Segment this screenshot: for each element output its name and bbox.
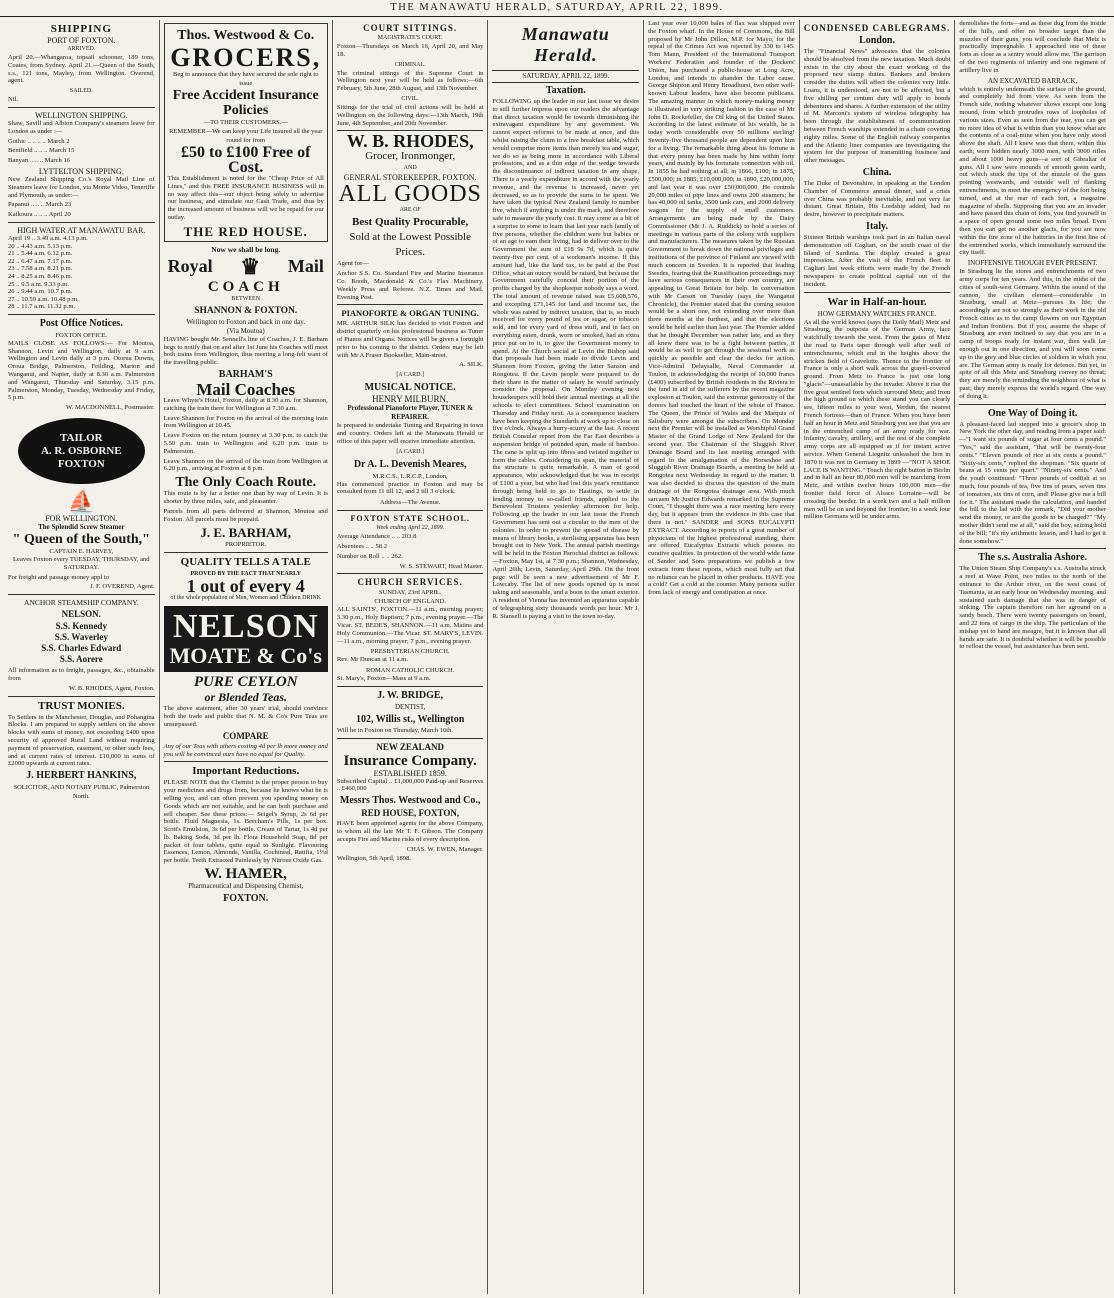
westwood-advert — [164, 23, 328, 242]
blended-teas-title: or Blended Teas. — [204, 690, 288, 705]
roll-line: Number on Roll .. .. 262. — [336, 552, 403, 560]
civil-heading: CIVIL. — [401, 95, 419, 102]
hamer-name: W. HAMER, — [204, 866, 287, 883]
column-1 — [4, 20, 160, 1294]
silk-text: MR. ARTHUR SILK has decided to visit Foxton and district quarterly on his professional business as Tuner of Pianos and Organs. Notices will be given a fortnight prior to his coming to the district. Orders may be left with Mr A Fraser Bookseller, Main-street. — [336, 320, 484, 359]
pure-ceylon-title: PURE CEYLON — [193, 674, 298, 691]
taxation-article: FOLLOWING up the leader in our last issue we desire to still further impress upon our readers the advantage that direct taxation would be towards diminishing the extravagant expenditure by any government. We cannot expect reforms to be made at once, and this whilst raising the claim to a free breakfast table, which would comprise more items than merely tea and sugar, we do so as being more in accordance with Liberal professions, and as a thin edge of the wedge towards the discontinuance of indirect taxation in any shape. There is a yearly expenditure in accord with the yearly revenue, and the revenue is increased, never yet decreased, so as to provide the sums to be spent. We have taken the typical New Zealand family to number five, which if anything is under the mark, and therefore safe to measure the yearly cost. It may come as a bit of a surprise to some to learn that last year each family of five persons, whether the children were but babies or of an age to earn their living, had to deliver over to the Government the sum of £18 9s 7d, which is quite twenty-five per cent. of a workman's income. If this amount had, like the land tax, to be paid at the Post Office, what an outcry would be raised, but because the Government carefully conceal their portion of the profits charged by the shopkeeper nobody says a word. The total amount of revenue raised was £5,608,576, and excepting £71,145 for land and income tax, the whole was raised by indirect taxation, that is, so much received for every pound of tea or sugar, or tobacco sold, and for every yard of dress stuff, and in fact on everything eaten, drunk, worn or smoked, had an extra price put on to it, to give the Government money to spend. At the Church social at Levin the Bishop said that proposals had been made to divide Levin and Shannon from Foxton, giving the latter Sanson and Rongotea. If the Levin people were prepared to do their share in the matter of salary he would seriously consider the proposal. On Monday evening next housekeepers will hold their annual meetings at all the schools to elect committees. School examination on Thursday and Friday next. As a consequence teachers have been keeping the Standards at work up to close on five o'clock. Always a hurry-scurry at the last. A recent British Consular report from the Far East describes a suspension bridge of pounded spun, made of bamboo. The cane is split up into fibres and twisted together to form the cables. Considering its span, the material of the structure is quite remarkable. A man of good appearance, who acknowledged that he was in receipt of £100 a year, but who had lost this year's remittance through being held to go to Hastings, to settle in lending money to so-called friends, applied to the Benevolent Trustees yesterday afternoon for help. Following up the leader in our last issue the French Government has sent out a circular to the men of the colonies. In order to prevent the spread of disease by means of library books, a sterilising apparatus has been brought out in New York. The annual parish meetings will be held in the Foxton Parochial district as follows:—Foxton, May 1st, at 7.30 p.m.; Shannon, Wednesday, April 26th; Levin, Saturday, April 29th. On the front page will be seen a new advertisement of Mr F. Lowcaby. The list of new goods opened up is most taking and seasonable, and a boon to the smart exterior. A resident of Vienna has invented an apparatus capable of telegraphing sixty thousands words per hour. Mr J. R. Stansell is paying a visit to the town to-day. — [492, 98, 640, 620]
presbyterian-heading: PRESBYTERIAN CHURCH. — [370, 648, 450, 656]
compare-text: Any of our Teas with others costing 4d per lb more money and you will be convinced ours have no equal for Quality. — [163, 742, 328, 758]
strasburg-text: In Strasburg lie the stores and entrenchments of two army corps for ten years. And this, in the midst of the cities of south-west Germany. Within the sound of the cannon, the civilian element—considerable in Strasburg, small at Metz—pursues its life; the accordingly are not so strongly as their work in the old French cities as to the camp flowers on our Egyptian and Indian frontiers. But if you, assume the shape of Strasburg are even inclined to say that you are in a camp of troops ready for instant war, then walk far enough out in one direction, and you will soon come up to the grey and blue circles of soldiers in which you are. The German army is ready for defence. But yet, in spite of all this Metz and Strasburg convey no threat; they are merely the reminding the neighbour of what is past; they merely express the world's regard. One way of doing it. — [959, 268, 1106, 400]
divider — [337, 304, 484, 305]
absentees-line: Absentees .. .. 58.2 — [336, 542, 388, 550]
criminal-heading: CRIMINAL. — [394, 61, 426, 68]
nz-shipping-text: New Zealand Shipping Co.'s Royal Mail Line of Steamers leave for London, via Monte Video, Teneriffe and Plymouth, as under:— — [8, 175, 155, 199]
wellington-date: Wellington, 5th April, 1898. — [336, 855, 412, 863]
milburn-text: Is prepared to undertake Tuning and Repairing in town and country. Orders left at the Manawatu Herald or office of this paper will receive immediate attention. — [336, 422, 484, 445]
tide-row: 25 .. 9.5 a.m. 9.33 p.m. — [8, 280, 69, 288]
australia-text: The Union Steam Ship Company's s.s. Australia struck a reef at Wave Point, two miles to the north of the entrance to the Arthur river, on the west coast of Tasmania, at an early hour on Wednesday morning, and sustained such damage that she was in danger of sinking. The captain therefore ran her aground on a sandy beach. There were twenty passengers on board, and 22 tons of cargo in the ship. The particulars of the mishap yet to hand are meagre, but it is known that all hands are safe. It is doubtful whether it will be possible to refloat the vessel, but assistance has been sent. — [959, 565, 1106, 651]
mails-text: MAILS CLOSE AS FOLLOWS:— For Moutoa, Shannon, Levin and Wellington, daily at 9 a.m. Wellington and Levin daily at 3 p.m. Otorua Downs, Oroua Bridge, Palmerston, Feilding, Marton and Wanganui, and Napier, daily at 8.30 a.m. Palmerston and Wanganui, Thursday and Saturday, 3.15 p.m. Palmerston, Monday, Tuesday, Wednesday and Friday, 5 p.m. — [8, 339, 155, 402]
grocer-story-text: A pleasant-faced lad stepped into a grocer's shop in New York the other day, and reading from a paper said:—"I want six pounds of sugar at four cents a pound." "Yes," said the assistant, "that will be twenty-four cents." "Eleven pounds of rice at six cents a pound." "Sixty-six cents," replied the shopman. "Six quarts of beans at 15 cents per quart." "Ninety-six cents." And the youth continued: "Three pounds of codfish at so much, four pounds of tea, five tins of pears, seven tins of tomatoes, six tins of corn, and! Please give me a bill for it." The assistant made the calculation, and handed the bill to the lad with the remark, "Did your mother send the money, or are the goods to be charged?" "My mother didn't send me at all," said the boy, seizing hold of the bill; "it's my arithmetic lesson, and I had to get it done somehow." — [959, 420, 1106, 545]
divider — [959, 548, 1106, 549]
column-4 — [488, 20, 644, 1294]
nelson-heading: NELSON. — [61, 609, 101, 620]
quality-heading: QUALITY TELLS A TALE — [180, 556, 311, 569]
bentfield-line: Bentfield .. .. .. March 15 — [8, 147, 75, 155]
banyan-line: Banyan .. .. .. March 16 — [8, 157, 71, 165]
are-of-text: ARE OF — [399, 207, 421, 214]
sailed-text: Nil. — [8, 96, 19, 104]
ship-name: S.S. Aorere — [59, 654, 103, 665]
meares-name: Dr A. L. Devenish Meares, — [353, 458, 467, 470]
for-wellington-heading: FOR WELLINGTON. — [45, 514, 118, 524]
westwood-name: Thos. Westwood & Co. — [177, 28, 315, 43]
australia-heading: The s.s. Australia Ashore. — [978, 552, 1088, 564]
one-way-heading: One Way of Doing it. — [987, 407, 1078, 419]
civil-text: Sittings for the trial of civil actions will be held at Wellington on the following days:—13th March, 19th June, 4th September, and 20th November. — [336, 103, 484, 127]
leave-foxton-text: Leave Foxton on the return journey at 3.30 p.m. to catch the 5.50 p.m. train to Wellington and 6.20 p.m. train to Palmerston. — [163, 432, 328, 455]
now-we-text: Now we shall be long. — [211, 244, 281, 254]
magistrate-heading: MAGISTRATE'S COURT. — [377, 35, 443, 41]
tide-row: 23 .. 7.58 a.m. 8.21 p.m. — [8, 265, 73, 273]
italy-text: Sixteen British warships took part in an Italian naval demonstration off Cagliari, on the south coast of the Island of Sardinia. The display created a great impression. After the visit of the French fleet to Cagliari last week efforts were made by the French newspapers to create political capital out of the incident. — [803, 233, 951, 288]
moate-word: MOATE & Co's — [169, 643, 322, 669]
willis-address: 102, Willis st., Wellington — [355, 713, 465, 725]
barrack-subheading: AN EXCAVATED BARRACK, — [987, 76, 1078, 85]
ship-name: S.S. Waverley — [54, 632, 108, 643]
war-text: As all the world knows (says the Daily Mail) Metz and Strasburg, the outposts of the German Army, face watchfully towards the west. From the gates of Metz the road to Paris taper through well after well of entrenchments, which end in the heights above the stricken field of Gravelotte. Thence to the frontier of France is only a short walk across the gravel-covered ground. From Metz to France is just one long "glacis"—unassailable by the invader. Above it rise the five great sentinel forts which surround Metz; and from the high ground on which these stand you can clearly see, fifteen miles to your west, Verdun, the nearest French fortress—than of France. When you have been half an hour in Metz and Strasburg you see that you are in the entrenched camp of an army ready for war. Infantry, cavalry, artillery, and the rest of the complete army corps are all equipped as if for instant active service. When General Liegnitz unleashed the lion in 1870 it was not in Germany in 1899 —"NOT A SHOE LACE IS WANTING." Touch the right button in Berlin and in half an hour 80,000 men will be marching from Metz, and within twelve hours 100,000 men—the frontier field force of Alsace Lorraine—will be crossing the border. In a week two and a half million men will be on and beyond the frontier; in a week four million Germans will be under arms. — [803, 318, 951, 521]
criminal-text: The criminal sittings of the Supreme Court in Wellington next year will be held as follows:—6th February, 5th June, 28th August, and 13th November. — [336, 69, 484, 93]
mail-word: Mail — [287, 256, 324, 277]
tide-row: 20 .. 4.43 a.m. 5.13 p.m. — [8, 242, 73, 250]
italy-heading: Italy. — [866, 220, 888, 232]
herald-title: Manawatu Herald. — [521, 24, 610, 65]
meares-address: Address—The Avenue. — [379, 499, 441, 507]
catholic-heading: ROMAN CATHOLIC CHURCH. — [366, 667, 455, 675]
info-text: All information as to freight, passages, &c., obtainable from — [8, 667, 155, 683]
court-heading: COURT SITTINGS. — [363, 23, 458, 33]
insurance-title: Free Accident Insurance Policies — [172, 88, 319, 118]
compare-heading: COMPARE — [222, 730, 269, 741]
ship-icon: ⛵ — [67, 489, 96, 515]
route-text: This route is by far a better one than by way of Levin. It is shorter by three miles, safe, and pleasanter. — [163, 490, 328, 505]
taxation-heading: Taxation. — [545, 85, 586, 96]
court-dates: Foxton—Thursdays on March 16, April 20, and May 18. — [336, 43, 484, 58]
bridge-text: Will be in Foxton on Thursday, March 16th. — [336, 726, 454, 734]
hamer-town: FOXTON. — [223, 893, 269, 905]
and-word: AND — [403, 165, 417, 172]
high-water-heading: HIGH WATER AT MANAWATU BAR. — [17, 225, 146, 235]
barrack-text: which is entirely underneath the surface of the ground, and completely hid from view. As seen from the French side, nothing whatever shows except one long mound, from which protrudes rows of loopholes of various sizes. Even as seen from the rear, you can get no more idea of what is within than you know what are the contents of a coal-mine when you have only stood above the shaft. All I knew was that there, within this earth, were hidden nearly 3000 men, with 3000 rifles and about 1000 heavy guns—a sort of Gibraltar of guns. All I saw were mounds of smooth green earth, out which stuck the tips of the muzzle of the guns pointing westwards, and outside well of flanking entrenchments, to meet the emergency of the fort being turned, and at the rear of each fort, a magazine magazine of shells. Supposing that you are an invader and have passed this chain of forts, you find yourself in a space of open ground some two miles broad. Even then you can get no another glacis, for you are now within the fire zone of the batteries in the first line of the entrenched works, which immediately surround the city itself. — [959, 85, 1106, 257]
captain-name: CAPTAIN E. HARVEY, — [49, 548, 114, 556]
above-statement: The above statement, after 30 years' trial, should convince both the trade and public that N. M. & Co's Pure Teas are unsurpassed. — [163, 705, 328, 728]
overend-agent: J. F. OVEREND, Agent. — [90, 583, 155, 591]
column-3 — [333, 20, 489, 1294]
piano-tuning-heading: PIANOFORTE & ORGAN TUNING. — [341, 308, 479, 319]
head-master: W. S. STEWART, Head Master. — [399, 562, 484, 570]
herald-date: SATURDAY, APRIL 22, 1899. — [492, 70, 639, 83]
hankins-title: SOLICITOR, AND NOTARY PUBLIC, Palmerston North. — [13, 784, 150, 801]
bridge-name: J. W. BRIDGE, — [377, 689, 444, 701]
lowest-prices-title: Sold at the Lowest Possible Prices. — [349, 231, 471, 259]
agents-text: HAVE been appointed agents for the above Company, to whom all the late Mr T. F. Gibson. The Company accepts Fire and Marine risks of every description. — [336, 820, 484, 843]
condensed-cablegrams-heading: CONDENSED CABLEGRAMS. — [803, 23, 951, 33]
hamer-title: Pharmaceutical and Dispensing Chemist, — [188, 882, 304, 891]
tailor-advert-logo — [18, 418, 145, 484]
column-7 — [955, 20, 1110, 1294]
queen-of-south-title: " Queen of the South," — [12, 532, 150, 548]
to-customers: —TO THEIR CUSTOMERS.— — [203, 119, 288, 126]
anchor-company-heading: ANCHOR STEAMSHIP COMPANY. — [24, 598, 139, 608]
drink-text: of the whole population of Men, Women and Children DRINK — [170, 595, 322, 602]
reductions-heading: Important Reductions. — [192, 765, 300, 778]
how-germany-subheading: HOW GERMANY WATCHES FRANCE. — [817, 309, 937, 318]
divider — [8, 696, 155, 697]
milburn-title: Professional Pianoforte Player, TUNER & REPAIRER. — [347, 404, 473, 422]
post-office-heading: Post Office Notices. — [39, 317, 123, 329]
divider — [337, 510, 484, 511]
shipping-title: SHIPPING — [50, 23, 112, 35]
freight-text: For freight and passage money appl to — [8, 573, 110, 581]
divider — [8, 594, 155, 595]
postmaster-sign: W. MACDONNELL, Postmaster. — [66, 404, 155, 412]
tide-row: 24 .. 8.25 a.m. 8.46 p.m. — [8, 272, 73, 280]
page-columns — [4, 20, 1110, 1294]
ships-list — [8, 621, 155, 665]
tide-row: 26 .. 9.44 a.m. 10.7 p.m. — [8, 288, 73, 296]
milburn-name: HENRY MILBURN, — [372, 394, 449, 405]
royal-mail-heading — [164, 254, 328, 280]
agencies-list: Anchor S.S. Co. Standard Fire and Marine Insurance Co. Booth, Macdonald & Co.'s Flax Machinery. Weekly Press and Referee. N.Z. Times and Mail. Evening Post. — [336, 270, 484, 301]
divider — [8, 107, 155, 108]
barham-name: J. E. BARHAM, — [200, 525, 292, 541]
divider — [804, 292, 951, 293]
card-label: [A CARD.] — [396, 448, 424, 455]
meares-degrees: M.R.C.S., L.R.C.P., London, — [372, 472, 448, 480]
establishment-text: This Establishment is noted for the "Cheap Price of All Lines," and this FREE INSURANCE BUSINESS will in no way affect this—our object being solely to advertise our business, and stimulate our Cash Trade, and thus by the increased amount of business will we be repaid for our outlay. — [167, 175, 324, 221]
established-text: ESTABLISHED 1859. — [373, 768, 447, 778]
capital-text: Subscribed Capital .. £1,000,000 Paid-up and Reserves .. £460,000 — [336, 777, 484, 793]
splendid-text: The Splendid Screw Steamer — [38, 523, 125, 532]
ship-name: S.S. Kennedy — [55, 621, 107, 632]
china-heading: China. — [862, 166, 892, 178]
sailed-heading: SAILED. — [69, 88, 93, 95]
china-text: The Duke of Devonshire, in speaking at the London Chamber of Commerce annual dinner, said a crisis over China was probably inevitable, and not very far distant. Great Britain, His Lordship added, had no desire, however to precipitate matters. — [803, 179, 951, 219]
messrs-westwood: Messrs Thos. Westwood and Co., — [339, 795, 481, 807]
services-text: ALL SAINTS', FOXTON.—11 a.m., morning prayer; 3.30 p.m., Holy Baptism; 7 p.m., evening prayer.—The Vicar. ST. BEDE'S, SHANNON.—11 a.m. Matins and Holy Communion.—The Vicar. ST. MARY'S, LEVIN.—11 a.m., morning prayer; 7 p.m., evening prayer. — [336, 606, 484, 645]
card-label: [A CARD.] — [396, 372, 424, 379]
leave-shannon-text: Leave Shannon for Foxton on the arrival of the morning train from Wellington at 10.45. — [163, 414, 328, 430]
musical-notice-heading: MUSICAL NOTICE. — [364, 382, 456, 394]
divider — [337, 686, 484, 687]
masthead: THE MANAWATU HERALD, SATURDAY, APRIL 22, 1899. — [0, 0, 1114, 17]
nelson-moate-logo — [164, 606, 328, 672]
leaves-text: Leaves Foxton every TUESDAY, THURSDAY, and SATURDAY. — [13, 556, 150, 571]
proprietor-label: PROPRIETOR. — [225, 541, 267, 549]
leave-shannon2-text: Leave Shannon on the arrival of the train from Wellington at 6.20 p.m., arriving at Foxton at 8 p.m. — [163, 457, 328, 473]
week-ending: Week ending April 22, 1899. — [376, 525, 445, 532]
school-heading: FOXTON STATE SCHOOL. — [350, 514, 470, 524]
london-heading: London. — [859, 35, 895, 46]
catholic-text: St. Mary's, Foxton—Mass at 9 a.m. — [336, 675, 431, 683]
having-text: HAVING bought Mr. Sennell's line of Coaches, J. E. Barham begs to notify that on and after 1st June his Coaches will meet both trains from Wellington, thus meeting a long-felt want of the travelling public. — [163, 335, 328, 367]
news-items-text: Last year over 10,000 bales of flax was shipped over the Foxton wharf. In the House of Commons, the Bill proposed by Mr John Dillon, M.P. for Mayo, for the repeal of the Crimes Act was rejected by 330 to 145. Tom Mann, President of the International Transport Workers' Federation and founder of the Dockers' Union, has purchased a public-house at Long Acre, London, and intends to abandon the Labor cause. George Shipton and Henry Broadhurst, two other well-known Labour leaders, have also become publicans. The amazing manner in which money-making money is illustrated in very striking fashion in the case of Mr John D. Rockefeller, the Oil king of the United States. According to the latest estimate of his wealth, he is today worth considerable over 50 millions sterling! Seventy-five thousand people are dependent upon him for a living. The remarkable thing about his fortune is that every penny has been made by him within forty years, and mainly by his fortunate connection with oil. In 1855 he had nothing at all; in 1866, £100; in 1875, £500,000; in 1885, £10,000,000; in 1890, £20,000,000; and last year it was over £50,000,000. He controls 20,000 miles of pipe lines and owns 200 steamers; he has 40,000 oil tanks, 3500 tank cars, and 2000 delivery wagons for the supply of small customers. Arrangements are being made by the Dairy Commissioner (Mr J. A. Ruddick) to hold a series of meetings in various parts of the colony with suppliers and manufacturers. The measures taken by the Russian Government to break down the national privileges and institutions of the province of Finland are viewed with much concern in Sweden. It is reported that leading Swedes, fearing that the Russification proceedings may have serious consequences in their own country, are appealing to Great Britain for help. In conversation with Mr Carson on Tuesday (says the Wanganui Chronicle), the Premier stated that the coming session would be a short one, not extending over more than three months at the furthest, and that the elections would be held earlier than last year. The Premier added that he thought December was rather late, and as they all knew there was to be a fight between parties, it would be as well to get through the sessional work as quickly as possible and clear the decks for action. Vice-Admiral Delaysalle, Naval Commander at Toulon, in acknowledging the receipt of 10,000 francs (£400) subscribed by British residents in the Riviera to the fund in aid of the sufferers by the recent magazine explosion at Toulon, said the extreme generosity of the donors had touched the heart of the whole of France. The Queen, the Prince of Wales and the Marquis of Salisbury were amongst the subscribers. On Monday next the Premier will be installed as Worshipful Grand Master of the Grand Lodge of New Zealand for the second year. The Chairman of the Sluggish River Drainage Board and its last meeting arranged with regard to the amalgamation of the Horseshoe and Sluggish River Drainage Boards, a meeting be held at Rongotea next Wednesday in regard to the matter. It was also decided to discuss the question of the main drainage of the Rongotea drainage area. With much sarcasm Mr Justice Edwards remarked in the Supreme Court, "I thought there was a race meeting here every day, but it appears from the evidence in this case that there is not." SANDER and SONS EUCALYPTI EXTRACT. According to reports of a great number of physicians of the highest professional standing, there are offered Eucalyptus Extracts which possess no curative qualities. In protection of the world wide fame of Sander and Sons preparations we publish a few extracts from these reports, which most fully set that no reliance can be placed in other products. HAVE you a cold? Get a cold at the counter. Many persons suffer from lack of energy and constipation at once. — [648, 20, 795, 597]
tide-table — [8, 235, 155, 311]
dentist-label: DENTIST, — [394, 702, 426, 711]
tailor-town: FOXTON — [57, 457, 105, 470]
divider — [959, 404, 1106, 405]
wellington-route: Wellington to Foxton and back in one day. — [186, 317, 306, 326]
church-heading: CHURCH SERVICES. — [357, 577, 463, 588]
shannon-foxton-title: SHANNON & FOXTON. — [194, 305, 298, 316]
arrived-heading: ARRIVED. — [67, 46, 96, 52]
shaw-savill-text: Shaw, Savill and Albion Company's steamers leave for London as under :— — [8, 119, 155, 135]
divider — [8, 314, 155, 315]
storekeeper-title: GENERAL STOREKEEPER, FOXTON. — [343, 173, 477, 183]
crown-crest-icon: ♛ — [240, 253, 261, 279]
leave-whyte-text: Leave Whyte's Hotel, Foxton, daily at 8.30 a.m. for Shannon, catching the train there for Wellington at 7.30 a.m. — [163, 396, 328, 412]
trust-monies-heading: TRUST MONIES. — [38, 699, 125, 712]
tide-row: April 19 .. 3.49 a.m. 4.13 p.m. — [8, 234, 88, 242]
amount-title: £50 to £100 Free of Cost. — [181, 144, 311, 176]
meares-text: Has commenced practice in Foxton and may be consulted from 11 till 12, and 2 till 3 o'clock. — [336, 480, 484, 496]
divider — [164, 761, 328, 762]
best-quality-title: Best Quality Procurable, — [352, 216, 469, 229]
remember-text: REMEMBER—We can keep your Life insured all the year round for from — [169, 128, 323, 144]
kaikoura-line: Kaikoura .. .. .. April 20 — [8, 211, 71, 219]
gothic-line: Gothic .. .. .. .. March 2 — [8, 137, 70, 145]
grocers-title: GROCERS, — [170, 43, 322, 72]
parcels-text: Parcels from all parts delivered at Shannon, Moutoa and Foxton. All parcels must be prepaid. — [163, 507, 328, 523]
foxton-office-heading: FOXTON OFFICE. — [55, 331, 108, 339]
rhodes-agent: W. B. RHODES, Agent, Foxton. — [68, 684, 155, 692]
wellington-shipping-heading: WELLINGTON SHIPPING. — [34, 110, 128, 120]
tide-row: 27 .. 10.59 a.m. 10.48 p.m. — [8, 295, 79, 303]
via-moutoa: (Via Moutoa) — [226, 326, 265, 335]
column-6 — [800, 20, 956, 1294]
proved-text: PROVED BY THE FACT THAT NEARLY — [190, 571, 301, 578]
england-heading: CHURCH OF ENGLAND. — [374, 598, 446, 606]
port-heading: PORT OF FOXTON. — [47, 36, 116, 45]
papanui-line: Papanui .. .. .. March 23 — [8, 201, 72, 209]
rhodes-name: W. B. RHODES, — [346, 131, 474, 152]
hankins-name: J. HERBERT HANKINS, — [26, 770, 137, 782]
nelson-word: NELSON — [172, 608, 319, 646]
tide-row: 22 .. 6.47 a.m. 7.17 p.m. — [8, 257, 73, 265]
royal-word: Royal — [167, 256, 213, 277]
ship-name: S.S. Charles Edward — [41, 643, 122, 654]
agent-for-label: Agent for— — [336, 260, 369, 268]
inoffensive-subheading: INOFFENSIVE THOUGH EVER PRESENT. — [967, 259, 1098, 268]
column-5 — [644, 20, 800, 1294]
grocer-ironmonger: Grocer, Ironmonger, — [365, 150, 456, 163]
divider — [8, 222, 155, 223]
sunday-date: SUNDAY, 23rd APRIL. — [378, 589, 442, 597]
forts-text: demolishes the forts—and as these dug from the inside of the hills, and offer no broader target than the muzzles of their guns, you will conclude that Metz is practically impregnable. I approached one of these forts as close as a sentry would allow me. The garrison of the two regiments of infantry and one regiment of artillery live in — [959, 20, 1106, 74]
one-of-four-title: 1 out of every 4 — [186, 576, 305, 597]
nz-insurance-title: Insurance Company. — [343, 752, 477, 769]
between-text: BETWEEN — [231, 295, 261, 302]
attendance-line: Average Attendance .. .. 203.8 — [336, 533, 417, 541]
divider — [337, 573, 484, 574]
coach-title: COACH — [207, 278, 284, 295]
nz-heading: NEW ZEALAND — [376, 741, 444, 752]
ewen-sign: CHAS. W. EWEN, Manager. — [406, 845, 484, 853]
red-house-title: THE RED HOUSE. — [183, 223, 308, 239]
red-house-foxton: RED HOUSE, FOXTON, — [361, 808, 460, 819]
beg-text: Beg to announce that they have secured the sole right to issue — [172, 71, 319, 87]
barhams-heading: BARHAM'S — [218, 368, 273, 380]
lyttelton-heading: LYTTELTON SHIPPING. — [38, 166, 124, 176]
silk-sign: A. SILK. — [459, 361, 484, 369]
arrivals-text: April 20.—Whangaroa, topsail schooner, 189 tons, Coates, from Sydney. April 21.—Queen of the South, s.s., 121 tons, Mayley, from Wellington. Overend, agent. — [8, 54, 155, 85]
only-coach-title: The Only Coach Route. — [175, 475, 317, 491]
divider — [164, 552, 328, 553]
please-note-text: PLEASE NOTE that the Chemist is the proper person to buy your medicines and drugs from, because he knows what he is selling you, and can often prevent you spending money on Goods which are not suitable, and he can both purchase and sell cheaper. See these prices:— Seigel's Syrup, 2s 6d per bottle. Fluid Magnesia, 1s. Beecham's Pills, 1s per box. Scott's Emulsion, 3s 6d per bottle. Cream of Tartar, 1s 4d per lb. Baking Soda, 3d per lb. Flora Household Soap, 8d per packet of four tablets, quite equal to Sunlight. Flavouring Essences, Lemon, Almonds, Vanilla, Cochineal, Ratifia, 1½d per bottle. Teeth Extracted Painlessly by Nitrous Oxide Gas. — [163, 779, 328, 865]
divider — [337, 738, 484, 739]
trust-text: To Settlers in the Manchester, Douglas, and Pohangina Blocks. I am prepared to supply settlers on the above blocks with sums of money, not exceeding £400 upon security of approved Rural Land without requiring payment of preservation, easement, or other such fees, and at current rates of interest. £10,000 in sums of £2000 upwards at current rates. — [8, 713, 155, 768]
tailor-word: TAILOR — [60, 431, 103, 444]
presbyterian-text: Rev. Mr Duncan at 11 a.m. — [336, 656, 408, 664]
war-heading: War in Half-an-hour. — [827, 295, 927, 308]
tide-row: 28 .. 11.7 a.m. 11.32 p.m. — [8, 303, 76, 311]
tide-row: 21 .. 5.44 a.m. 6.12 p.m. — [8, 250, 73, 258]
column-2 — [160, 20, 333, 1294]
tailor-name: A. R. OSBORNE — [40, 444, 122, 457]
all-goods-title: ALL GOODS — [338, 181, 482, 208]
london-text: The "Financial News" advocates that the colonies should be absolved from the new taxation. Much doubt exists in the city about the exact working of the proposed new stamp duties. Bankers and brokers consider the duties will affect the colonies very little. Loans, it is understood, are not to be affected, but a five shilling per centum duty will apply to bonds debentures and shares. A further extension of the utility of M. Marconi's system of wireless telegraphy has been through the establishment of communication between French warships extended in a chain covering eighty miles. Some of the English railway companies and the Atlantic liner companies are investigating the system for the purpose of transmitting business and other messages. — [803, 48, 951, 165]
mail-coaches-title: Mail Coaches — [196, 379, 296, 399]
